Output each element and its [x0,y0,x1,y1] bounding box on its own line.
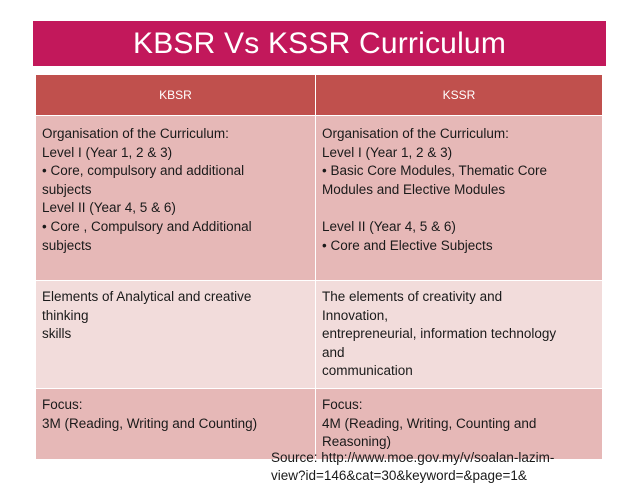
table-row [36,116,603,281]
comparison-table-container [35,74,602,460]
table-row [36,281,603,389]
table-header-row [36,75,603,116]
cell-kssr-elements: The elements of creativity and Innovation, entrepreneurial, information technology and communication [316,281,603,389]
comparison-table [35,74,603,460]
cell-kbsr-organisation: Organisation of the Curriculum: Level I (Year 1, 2 & 3) • Core, compulsory and additional subjects Level II (Year 4, 5 & 6) • Core , Compulsory and Additional subjects [36,116,316,281]
slide-title: KBSR Vs KSSR Curriculum [132,26,507,60]
cell-kssr-focus: Focus: 4M (Reading, Writing, Counting and Reasoning) [316,389,603,460]
header-kssr: KSSR [316,75,603,116]
title-banner [33,21,606,66]
header-kbsr: KBSR [36,75,316,116]
cell-kbsr-elements: Elements of Analytical and creative thinking skills [36,281,316,389]
source-citation: Source: http://www.moe.gov.my/v/soalan-lazim- view?id=146&cat=30&keyword=&page=1& [271,450,555,483]
cell-kssr-organisation: Organisation of the Curriculum: Level I (Year 1, 2 & 3) • Basic Core Modules, Thematic Core Modules and Elective Modules Level II (Year 4, 5 & 6) • Core and Elective Subjects [316,116,603,281]
cell-kbsr-focus: Focus: 3M (Reading, Writing and Counting) [36,389,316,460]
